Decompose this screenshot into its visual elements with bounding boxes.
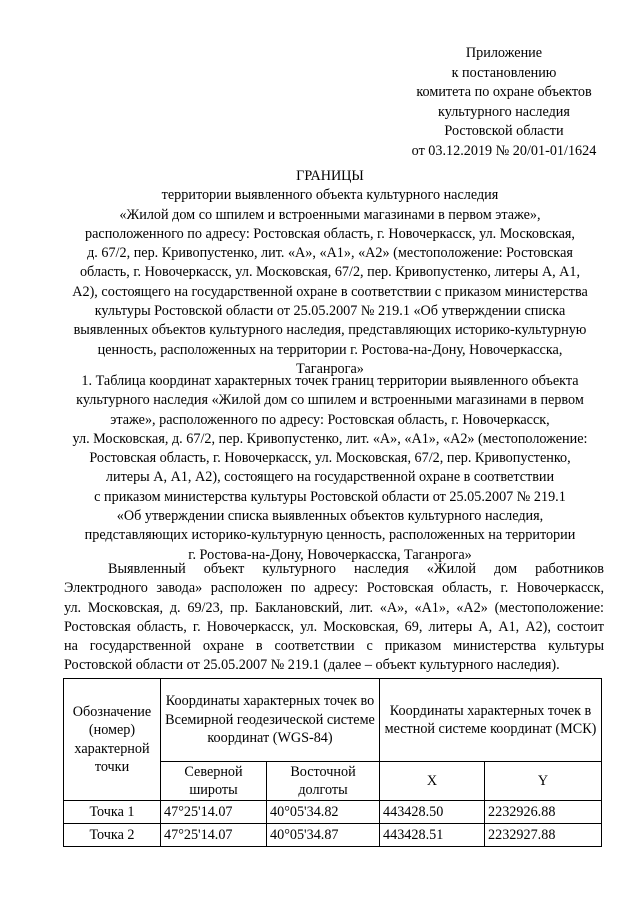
appendix-line: Ростовской области (444, 123, 564, 139)
cell-point: Точка 1 (64, 801, 161, 824)
heading-line: область, г. Новочеркасск, ул. Московская, 67/2, пер. Кривопустенко, литеры А, А1, (79, 264, 581, 281)
coordinates-table (63, 678, 602, 847)
appendix-line: от 03.12.2019 № 20/01-01/1624 (411, 142, 597, 159)
column-header-wgs: Координаты характерных точек во Всемирной геодезической системе координат (WGS-84) (161, 679, 380, 762)
body-paragraph (64, 560, 604, 676)
appendix-line: комитета по охране объектов (416, 84, 592, 100)
cell-lon: 40°05'34.82 (267, 801, 380, 824)
cell-lat: 47°25'14.07 (161, 824, 267, 847)
section-line: этаже», расположенного по адресу: Ростовская область, г. Новочеркасск, (110, 411, 550, 428)
heading-line: д. 67/2, пер. Кривопустенко, лит. «А», «А1», «А2» (местоположение: Ростовская (87, 245, 573, 262)
page-title: ГРАНИЦЫ (296, 168, 364, 184)
column-header-point: Обозначение (номер) характерной точки (64, 679, 161, 801)
section-line: «Об утверждении списка выявленных объектов культурного наследия, (116, 508, 544, 525)
document-heading (56, 167, 604, 379)
table-row (64, 801, 602, 824)
heading-line: расположенного по адресу: Ростовская область, г. Новочеркасск, ул. Московская, (85, 225, 575, 242)
section-line: с приказом министерства культуры Ростовской области от 25.05.2007 № 219.1 (94, 488, 566, 505)
cell-lat: 47°25'14.07 (161, 801, 267, 824)
appendix-line: к постановлению (451, 64, 557, 81)
column-header-lat: Северной широты (161, 762, 267, 801)
heading-line: Таганрога» (296, 360, 364, 377)
cell-x: 443428.50 (380, 801, 485, 824)
section-line: литеры А, А1, А2), состоящего на государственной охране в соответствии (105, 469, 555, 486)
heading-line: территории выявленного объекта культурного наследия (161, 187, 499, 204)
heading-line: «Жилой дом со шпилем и встроенными магазинами в первом этаже», (119, 206, 541, 223)
section-title (56, 372, 604, 565)
cell-point: Точка 2 (64, 824, 161, 847)
section-line: культурного наследия «Жилой дом со шпилем и встроенными магазинами в первом (76, 392, 584, 409)
paragraph-line: ул. Московская, д. 69/23, пр. Баклановский, лит. «А», «А1», «А2» (местоположение: (64, 599, 604, 616)
section-line: г. Ростова-на-Дону, Новочеркасска, Таганрога» (188, 546, 472, 563)
section-line: ул. Московская, д. 67/2, пер. Кривопустенко, лит. «А», «А1», «А2» (местоположение: (72, 430, 588, 447)
paragraph-line: Ростовской области от 25.05.2007 № 219.1 (далее – объект культурного наследия). (64, 657, 560, 674)
column-header-msk: Координаты характерных точек в местной системе координат (МСК) (380, 679, 602, 762)
paragraph-line: Ростовская область, г. Новочеркасск, ул. Московская, 69, литеры А, А1, А2), состоит (64, 618, 604, 635)
heading-line: культуры Ростовской области от 25.05.2007 № 219.1 «Об утверждении списка (94, 303, 566, 320)
paragraph-line: Электродного завода» расположен по адресу: Ростовская область, г. Новочеркасск, (64, 580, 604, 597)
paragraph-line: на государственной охране в соответствии с приказом министерства культуры (64, 638, 604, 655)
column-header-x: X (380, 762, 485, 801)
cell-x: 443428.51 (380, 824, 485, 847)
heading-line: ценность, расположенных на территории г. Ростова-на-Дону, Новочеркасска, (97, 341, 563, 358)
cell-lon: 40°05'34.87 (267, 824, 380, 847)
column-header-y: Y (485, 762, 602, 801)
paragraph-line: Выявленный объект культурного наследия «Жилой дом работников (108, 561, 604, 577)
cell-y: 2232927.88 (485, 824, 602, 847)
table-row (64, 824, 602, 847)
heading-line: А2), состоящего на государственной охране в соответствии с приказом министерства (72, 283, 588, 300)
heading-line: выявленных объектов культурного наследия, представляющих историко-культурную (73, 322, 587, 339)
appendix-line: Приложение (465, 45, 543, 61)
cell-y: 2232926.88 (485, 801, 602, 824)
column-header-lon: Восточной долготы (267, 762, 380, 801)
table-header-row (64, 679, 602, 762)
appendix-header (398, 44, 610, 161)
appendix-line: культурного наследия (438, 103, 570, 120)
section-line: 1. Таблица координат характерных точек границ территории выявленного объекта (81, 373, 579, 389)
section-line: Ростовская область, г. Новочеркасск, ул. Московская, 67/2, пер. Кривопустенко, (89, 450, 571, 467)
section-line: представляющих историко-культурную ценность, расположенных на территории (84, 527, 576, 544)
